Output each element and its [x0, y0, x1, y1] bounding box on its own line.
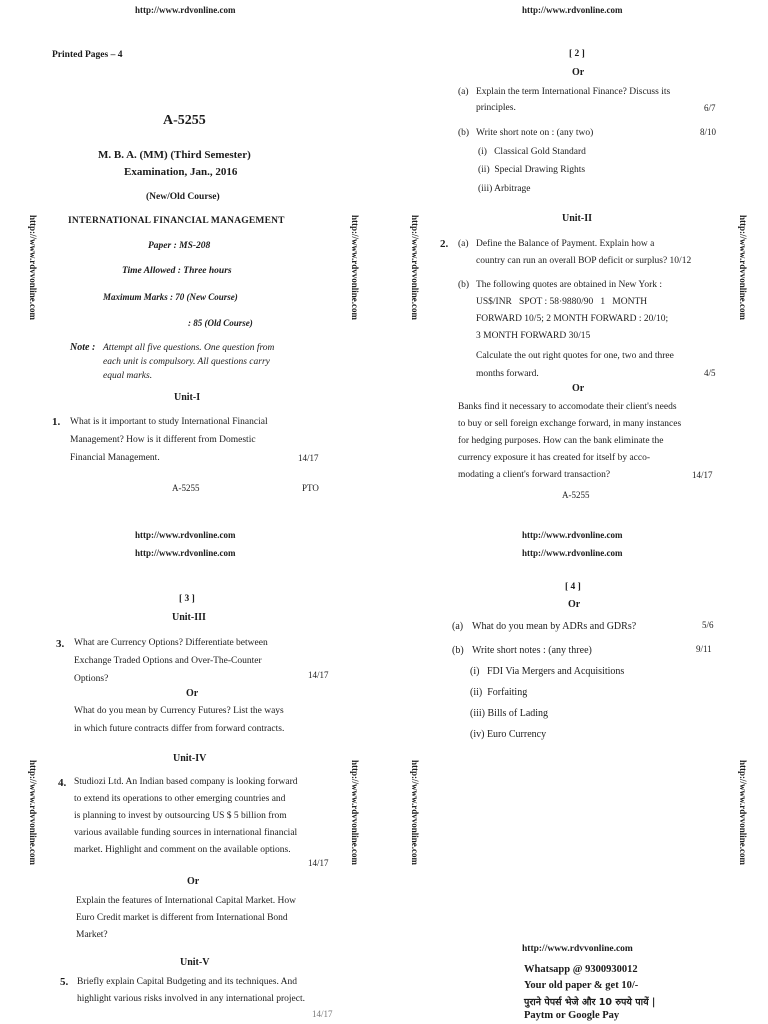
q2b-line-4: 3 MONTH FORWARD 30/15 — [476, 331, 591, 341]
note-line-2: each unit is compulsory. All questions carry — [103, 357, 270, 367]
q4-alt-line-2: Euro Credit market is different from International Bond — [76, 913, 288, 923]
q2a-line-1: Define the Balance of Payment. Explain how a — [476, 239, 655, 249]
note-line-1: Attempt all five questions. One question from — [103, 343, 275, 353]
q1-marks: 14/17 — [298, 453, 319, 463]
q4-line-2: to extend its operations to other emerging countries and — [74, 794, 286, 804]
side-url-far-right: http://www.rdvvonline.com — [738, 215, 748, 321]
p2-qb-item-3: (iii) Arbitrage — [478, 184, 531, 194]
p2-qb-item-1: (i) Classical Gold Standard — [478, 147, 586, 157]
q2-alt-line-5: modating a client's forward transaction? — [458, 470, 611, 480]
page1-footer-code: A-5255 — [172, 483, 200, 493]
q2b-marks: 4/5 — [704, 368, 716, 378]
promo-offer: Your old paper & get 10/- — [524, 980, 639, 991]
side-url-far-right-2: http://www.rdvvonline.com — [738, 760, 748, 866]
q2b-line-3: FORWARD 10/5; 2 MONTH FORWARD : 20/10; — [476, 314, 669, 324]
mid-url-right-2: http://www.rdvonline.com — [522, 548, 623, 558]
page2-number: [ 2 ] — [569, 49, 585, 59]
q3-line-2: Exchange Traded Options and Over-The-Counter — [74, 656, 262, 666]
p4-qb-item-4: (iv) Euro Currency — [470, 729, 547, 740]
q2b-line-1: The following quotes are obtained in New York : — [476, 280, 663, 290]
p2-qb-text: Write short note on : (any two) — [476, 128, 594, 138]
mid-url-right-1: http://www.rdvonline.com — [522, 530, 623, 540]
p4-qa-text: What do you mean by ADRs and GDRs? — [472, 621, 637, 632]
p4-qa-marks: 5/6 — [702, 620, 714, 630]
top-url-left: http://www.rdvonline.com — [135, 5, 236, 15]
side-url-mid-left-2: http://www.rdvvonline.com — [350, 760, 360, 866]
mid-url-left-1: http://www.rdvonline.com — [135, 530, 236, 540]
printed-pages: Printed Pages – 4 — [52, 50, 123, 60]
p2-qa-line-1: Explain the term International Finance? Discuss its — [476, 87, 671, 97]
q3-alt-line-2: in which future contracts differ from forward contracts. — [74, 724, 285, 734]
q2b-calc-line-1: Calculate the out right quotes for one, two and three — [476, 351, 674, 361]
note-label: Note : — [70, 342, 96, 353]
mid-url-left-2: http://www.rdvonline.com — [135, 548, 236, 558]
page2-or-2: Or — [572, 383, 585, 394]
q5-line-1: Briefly explain Capital Budgeting and its techniques. And — [77, 977, 298, 987]
q2-alt-marks: 14/17 — [692, 470, 713, 480]
page3-or-1: Or — [186, 688, 199, 699]
p4-qb-item-1: (i) FDI Via Mergers and Acquisitions — [470, 666, 625, 677]
page1-footer-pto: PTO — [302, 483, 319, 493]
q2-alt-line-4: currency exposure it has created for itself by acco- — [458, 453, 651, 463]
q4-marks: 14/17 — [308, 858, 329, 868]
subject-title: INTERNATIONAL FINANCIAL MANAGEMENT — [68, 216, 285, 226]
q4-alt-line-1: Explain the features of International Capital Market. How — [76, 896, 297, 906]
course-type: (New/Old Course) — [146, 192, 220, 202]
p4-qb-item-3: (iii) Bills of Lading — [470, 708, 549, 719]
p4-qb-item-2: (ii) Forfaiting — [470, 687, 528, 698]
max-marks-old: : 85 (Old Course) — [188, 318, 253, 328]
q4-line-1: Studiozi Ltd. An Indian based company is looking forward — [74, 777, 298, 787]
q2-number: 2. — [440, 238, 449, 250]
exam-title: Examination, Jan., 2016 — [124, 166, 238, 178]
q4-line-5: market. Highlight and comment on the available options. — [74, 845, 291, 855]
q5-marks: 14/17 — [312, 1009, 333, 1019]
q5-line-2: highlight various risks involved in any international project. — [77, 994, 305, 1004]
page4-number: [ 4 ] — [565, 582, 581, 592]
note-line-3: equal marks. — [103, 371, 153, 381]
paper-code: A-5255 — [163, 113, 206, 128]
side-url-mid-left: http://www.rdvvonline.com — [350, 215, 360, 321]
q2a-label: (a) — [458, 239, 469, 249]
side-url-far-left-2: http://www.rdvvonline.com — [28, 760, 38, 866]
unit-2-heading: Unit-II — [562, 213, 593, 224]
promo-hindi: पुराने पेपर्स भेजे और 10 रुपये पायें | — [524, 997, 656, 1008]
q4-line-3: is planning to invest by outsourcing US $ 5 billion from — [74, 811, 287, 821]
page3-or-2: Or — [187, 876, 200, 887]
q3-number: 3. — [56, 638, 65, 650]
page2-footer-code: A-5255 — [562, 490, 590, 500]
page2-or-1: Or — [572, 67, 585, 78]
q2-alt-line-3: for hedging purposes. How can the bank eliminate the — [458, 436, 664, 446]
q4-number: 4. — [58, 777, 67, 789]
q3-alt-line-1: What do you mean by Currency Futures? List the ways — [74, 706, 284, 716]
side-url-mid-right-2: http://www.rdvvonline.com — [410, 760, 420, 866]
p2-qb-item-2: (ii) Special Drawing Rights — [478, 165, 586, 175]
promo-payment: Paytm or Google Pay — [524, 1010, 620, 1021]
p2-qa-line-2: principles. — [476, 103, 516, 113]
p4-qb-label: (b) — [452, 645, 464, 656]
q1-line-2: Management? How is it different from Domestic — [70, 435, 256, 445]
p4-qb-marks: 9/11 — [696, 644, 712, 654]
q1-line-3: Financial Management. — [70, 453, 160, 463]
q3-line-1: What are Currency Options? Differentiate between — [74, 638, 268, 648]
q2a-line-2: country can run an overall BOP deficit or surplus? 10/12 — [476, 256, 692, 266]
q4-line-4: various available funding sources in international financial — [74, 828, 298, 838]
q3-marks: 14/17 — [308, 670, 329, 680]
q1-number: 1. — [52, 416, 61, 428]
q2b-label: (b) — [458, 280, 470, 290]
unit-5-heading: Unit-V — [180, 957, 210, 968]
q4-alt-line-3: Market? — [76, 930, 108, 940]
q2b-calc-line-2: months forward. — [476, 369, 539, 379]
page4-or-1: Or — [568, 599, 581, 610]
side-url-mid-right: http://www.rdvvonline.com — [410, 215, 420, 321]
q3-line-3: Options? — [74, 674, 109, 684]
unit-3-heading: Unit-III — [172, 612, 206, 623]
degree-title: M. B. A. (MM) (Third Semester) — [98, 149, 251, 161]
promo-whatsapp: Whatsapp @ 9300930012 — [524, 964, 638, 975]
q2b-line-2: US$/INR SPOT : 58·9880/90 1 MONTH — [476, 297, 648, 307]
p2-qb-marks: 8/10 — [700, 127, 717, 137]
promo-url[interactable]: http://www.rdvvonline.com — [522, 944, 633, 954]
side-url-far-left: http://www.rdvvonline.com — [28, 215, 38, 321]
q5-number: 5. — [60, 976, 69, 988]
q2-alt-line-1: Banks find it necessary to accomodate their client's needs — [458, 402, 677, 412]
max-marks-new: Maximum Marks : 70 (New Course) — [103, 292, 238, 302]
unit-1-heading: Unit-I — [174, 392, 201, 403]
q1-line-1: What is it important to study International Financial — [70, 417, 268, 427]
time-allowed: Time Allowed : Three hours — [122, 266, 232, 276]
p4-qa-label: (a) — [452, 621, 464, 632]
paper-number: Paper : MS-208 — [148, 241, 211, 251]
unit-4-heading: Unit-IV — [173, 753, 207, 764]
p2-qa-marks: 6/7 — [704, 103, 716, 113]
top-url-right: http://www.rdvonline.com — [522, 5, 623, 15]
p2-qa-label: (a) — [458, 87, 469, 97]
p2-qb-label: (b) — [458, 128, 470, 138]
q2-alt-line-2: to buy or sell foreign exchange forward, in many instances — [458, 419, 682, 429]
page3-number: [ 3 ] — [179, 594, 195, 604]
p4-qb-text: Write short notes : (any three) — [472, 645, 592, 656]
